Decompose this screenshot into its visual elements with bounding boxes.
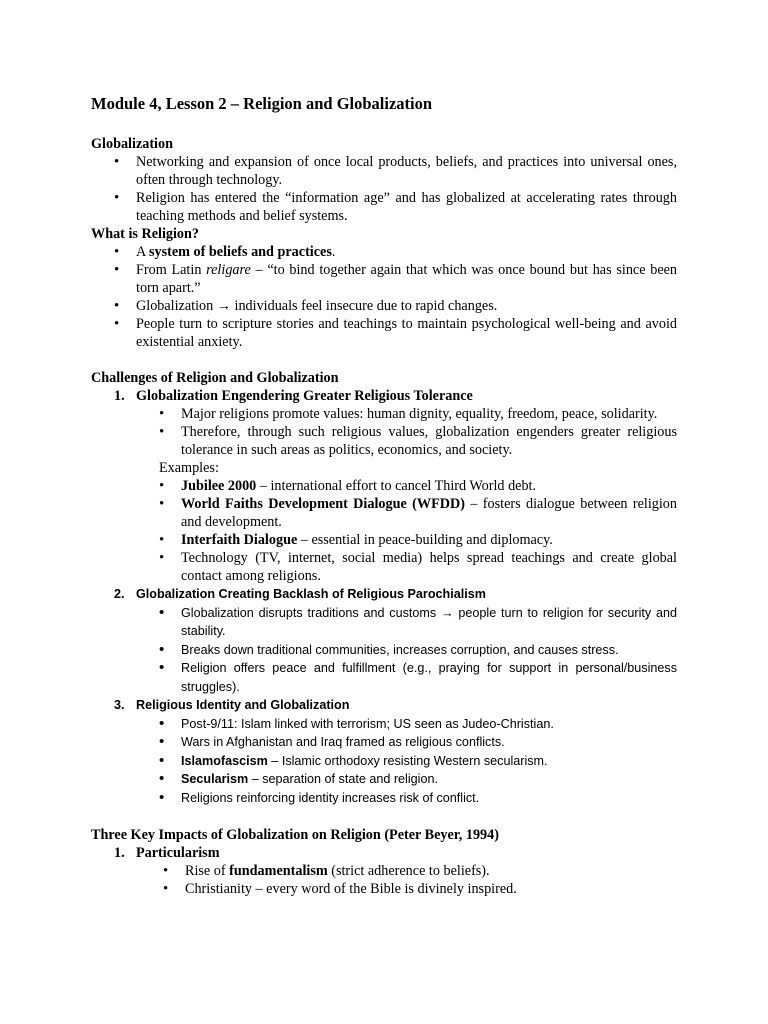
list-item: • Wars in Afghanistan and Iraq framed as religious conflicts. bbox=[181, 733, 677, 752]
bullet-list bbox=[136, 405, 677, 459]
list-item: • Technology (TV, internet, social media) helps spread teachings and create global contact among religions. bbox=[181, 549, 677, 585]
list-item: • Christianity – every word of the Bible is divinely inspired. bbox=[185, 880, 677, 898]
spacer bbox=[91, 807, 677, 826]
examples-label: Examples: bbox=[159, 460, 219, 476]
section-what-is-religion bbox=[91, 225, 677, 351]
subsection-title: Particularism bbox=[136, 845, 220, 861]
list-item: • Secularism – separation of state and religion. bbox=[181, 770, 677, 789]
spacer bbox=[91, 351, 677, 369]
numbered-item bbox=[114, 844, 677, 898]
numbered-item bbox=[114, 585, 677, 696]
numbered-item bbox=[114, 696, 677, 807]
subsection-title: Globalization Creating Backlash of Religious Parochialism bbox=[136, 587, 486, 601]
section-impacts bbox=[91, 826, 677, 898]
subsection-title: Religious Identity and Globalization bbox=[136, 698, 350, 712]
list-item: • Post-9/11: Islam linked with terrorism; US seen as Judeo-Christian. bbox=[181, 715, 677, 734]
section-heading: Challenges of Religion and Globalization bbox=[91, 370, 339, 386]
bullet-list bbox=[91, 243, 677, 351]
bullet-list bbox=[136, 862, 677, 898]
list-item: • People turn to scripture stories and teachings to maintain psychological well-being and avoid existential anxiety. bbox=[136, 315, 677, 351]
section-globalization bbox=[91, 135, 677, 225]
list-item: • Globalization → individuals feel insecure due to rapid changes. bbox=[136, 297, 677, 315]
section-heading: What is Religion? bbox=[91, 226, 199, 242]
list-item: • Jubilee 2000 – international effort to cancel Third World debt. bbox=[181, 477, 677, 495]
list-item: • Globalization disrupts traditions and customs → people turn to religion for security and stability. bbox=[181, 604, 677, 641]
list-item: • World Faiths Development Dialogue (WFDD) – fosters dialogue between religion and development. bbox=[181, 495, 677, 531]
numbered-list bbox=[91, 387, 677, 807]
item-number: 1. bbox=[114, 388, 125, 404]
document-page bbox=[91, 94, 677, 898]
list-item: • Religions reinforcing identity increases risk of conflict. bbox=[181, 789, 677, 808]
item-number: 2. bbox=[114, 587, 125, 601]
list-item: • Interfaith Dialogue – essential in peace-building and diplomacy. bbox=[181, 531, 677, 549]
section-challenges bbox=[91, 369, 677, 807]
examples-list bbox=[136, 477, 677, 585]
numbered-item bbox=[114, 387, 677, 585]
list-item: • Major religions promote values: human dignity, equality, freedom, peace, solidarity. bbox=[181, 405, 677, 423]
list-item: • Religion has entered the “information age” and has globalized at accelerating rates through teaching methods and belief systems. bbox=[136, 189, 677, 225]
section-heading: Globalization bbox=[91, 136, 173, 152]
section-heading: Three Key Impacts of Globalization on Religion (Peter Beyer, 1994) bbox=[91, 827, 499, 843]
subsection-title: Globalization Engendering Greater Religious Tolerance bbox=[136, 388, 473, 404]
list-item: • Rise of fundamentalism (strict adherence to beliefs). bbox=[185, 862, 677, 880]
bullet-list bbox=[136, 604, 677, 697]
list-item: • Therefore, through such religious values, globalization engenders greater religious tolerance in such areas as politics, economics, and society. bbox=[181, 423, 677, 459]
list-item: • From Latin religare – “to bind together again that which was once bound but has since been torn apart.” bbox=[136, 261, 677, 297]
bullet-list bbox=[91, 153, 677, 225]
list-item: • Networking and expansion of once local products, beliefs, and practices into universal ones, often through technology. bbox=[136, 153, 677, 189]
page-title: Module 4, Lesson 2 – Religion and Globalization bbox=[91, 94, 433, 113]
item-number: 1. bbox=[114, 845, 125, 861]
numbered-list bbox=[91, 844, 677, 898]
list-item: • Islamofascism – Islamic orthodoxy resisting Western secularism. bbox=[181, 752, 677, 771]
list-item: • Breaks down traditional communities, increases corruption, and causes stress. bbox=[181, 641, 677, 660]
item-number: 3. bbox=[114, 698, 125, 712]
list-item: • Religion offers peace and fulfillment (e.g., praying for support in personal/business struggles). bbox=[181, 659, 677, 696]
bullet-list bbox=[136, 715, 677, 808]
list-item: • A system of beliefs and practices. bbox=[136, 243, 677, 261]
